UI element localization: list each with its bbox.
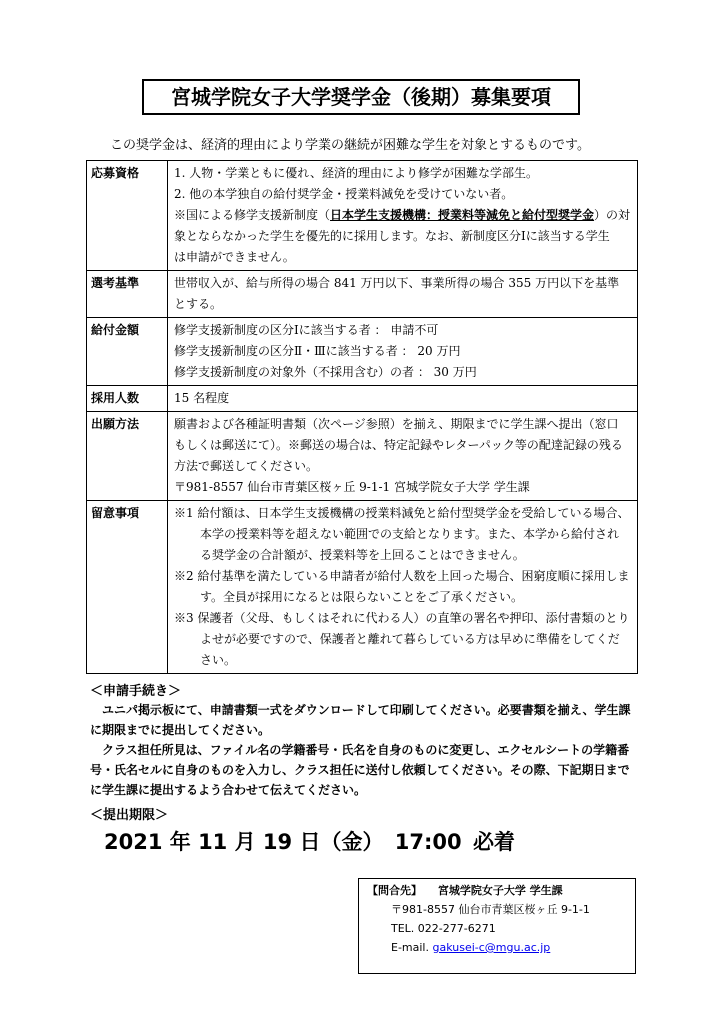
content-line: 1. 人物・学業ともに優れ、経済的理由により修学が困難な学部生。 [174,166,538,180]
procedure-heading: ＜申請手続き＞ [90,684,182,699]
requirements-table [86,160,638,674]
page-title: 宮城学院女子大学奨学金（後期）募集要項 [142,79,580,115]
row-content [168,271,638,318]
content-line: 2. 他の本学独自の給付奨学金・授業料減免を受けていない者。 [174,187,514,201]
contact-address: 〒981-8557 仙台市青葉区桜ヶ丘 9-1-1 [391,903,590,916]
deadline-heading: ＜提出期限＞ [90,808,169,823]
procedure-paragraph: ユニパ掲示板にて、申請書類一式をダウンロードして印刷してください。必要書類を揃え、学生課に期限までに提出してください。 [90,703,631,737]
content-line: 修学支援新制度の区分Ⅰに該当する者 ： 申請不可 [174,323,439,337]
row-heading: 出願方法 [87,412,168,501]
content-line: 象とならなかった学生を優先的に採用します。なお、新制度区分Ⅰに該当する学生 [174,229,610,243]
content-line: 修学支援新制度の対象外（不採用含む）の者 ： 30 万円 [174,365,477,379]
content-line: 方法で郵送してください。 [174,459,319,473]
deadline-day: 2021 年 11 月 19 日（金） [104,830,384,854]
procedure-paragraph: クラス担任所見は、ファイル名の学籍番号・氏名を自身のものに変更し、エクセルシートの学籍番号・氏名セルに自身のものを入力し、クラス担任に送付し依頼してください。その際、下記期日までに学生課に提出するよう合わせて伝えてください。 [90,743,630,797]
table-row [87,161,638,271]
contact-title [367,881,627,900]
contact-tel: TEL. 022-277-6271 [391,922,496,935]
table-row [87,271,638,318]
content-line: 〒981-8557 仙台市青葉区桜ヶ丘 9-1-1 宮城学院女子大学 学生課 [174,480,530,494]
content-line: 願書および各種証明書類（次ページ参照）を揃え、期限までに学生課へ提出（窓口 [174,417,619,431]
row-heading: 給付金額 [87,318,168,386]
contact-email-line [367,938,627,957]
deadline-time: 17:00 [394,830,462,854]
row-content [168,501,638,674]
row-heading: 応募資格 [87,161,168,271]
contact-org: 宮城学院女子大学 学生課 [437,884,563,897]
deadline-date [104,826,519,856]
row-content [168,161,638,271]
note-item: ※1 給付額は、日本学生支援機構の授業料減免と給付型奨学金を受給している場合、本学の授業料等を超えない範囲での支給となります。また、本学から給付される奨学金の合計額が、授業料等を上回ることはできません。 [174,506,630,562]
deadline-note: 必着 [472,830,515,854]
table-row [87,412,638,501]
content-line: 15 名程度 [174,391,230,405]
content-line: 世帯収入が、給与所得の場合 841 万円以下、事業所得の場合 355 万円以下を基準 [174,276,620,290]
table-row [87,501,638,674]
row-heading: 選考基準 [87,271,168,318]
row-content [168,412,638,501]
row-heading: 留意事項 [87,501,168,674]
content-line: もしくは郵送にて）。※郵送の場合は、特定記録やレターパック等の配達記録の残る [174,438,623,452]
email-link[interactable]: gakusei-c@mgu.ac.jp [432,941,551,954]
row-heading: 採用人数 [87,386,168,412]
intro-text: この奨学金は、経済的理由により学業の継続が困難な学生を対象とするものです。 [110,138,590,153]
note-item: ※3 保護者（父母、もしくはそれに代わる人）の直筆の署名や押印、添付書類のとりよせが必要ですので、保護者と離れて暮らしている方は早めに準備をしてください。 [174,611,630,667]
contact-box [358,878,636,974]
procedure-body [90,700,636,800]
note-suffix: ）の対 [594,208,631,222]
content-line: は申請ができません。 [174,250,295,264]
note-prefix: ※国による修学支援新制度（ [174,208,331,222]
content-line: 修学支援新制度の区分Ⅱ・Ⅲに該当する者 ： 20 万円 [174,344,461,358]
email-label: E-mail. [391,941,429,954]
content-line [174,205,631,226]
table-row [87,318,638,386]
contact-label: 【問合先】 [367,884,422,897]
note-item: ※2 給付基準を満たしている申請者が給付人数を上回った場合、困窮度順に採用します。全員が採用になるとは限らないことをご了承ください。 [174,569,630,604]
row-content [168,386,638,412]
content-line: とする。 [174,297,223,311]
note-emphasis: 日本学生支援機構：授業料等減免と給付型奨学金 [330,208,595,222]
table-row [87,386,638,412]
row-content [168,318,638,386]
